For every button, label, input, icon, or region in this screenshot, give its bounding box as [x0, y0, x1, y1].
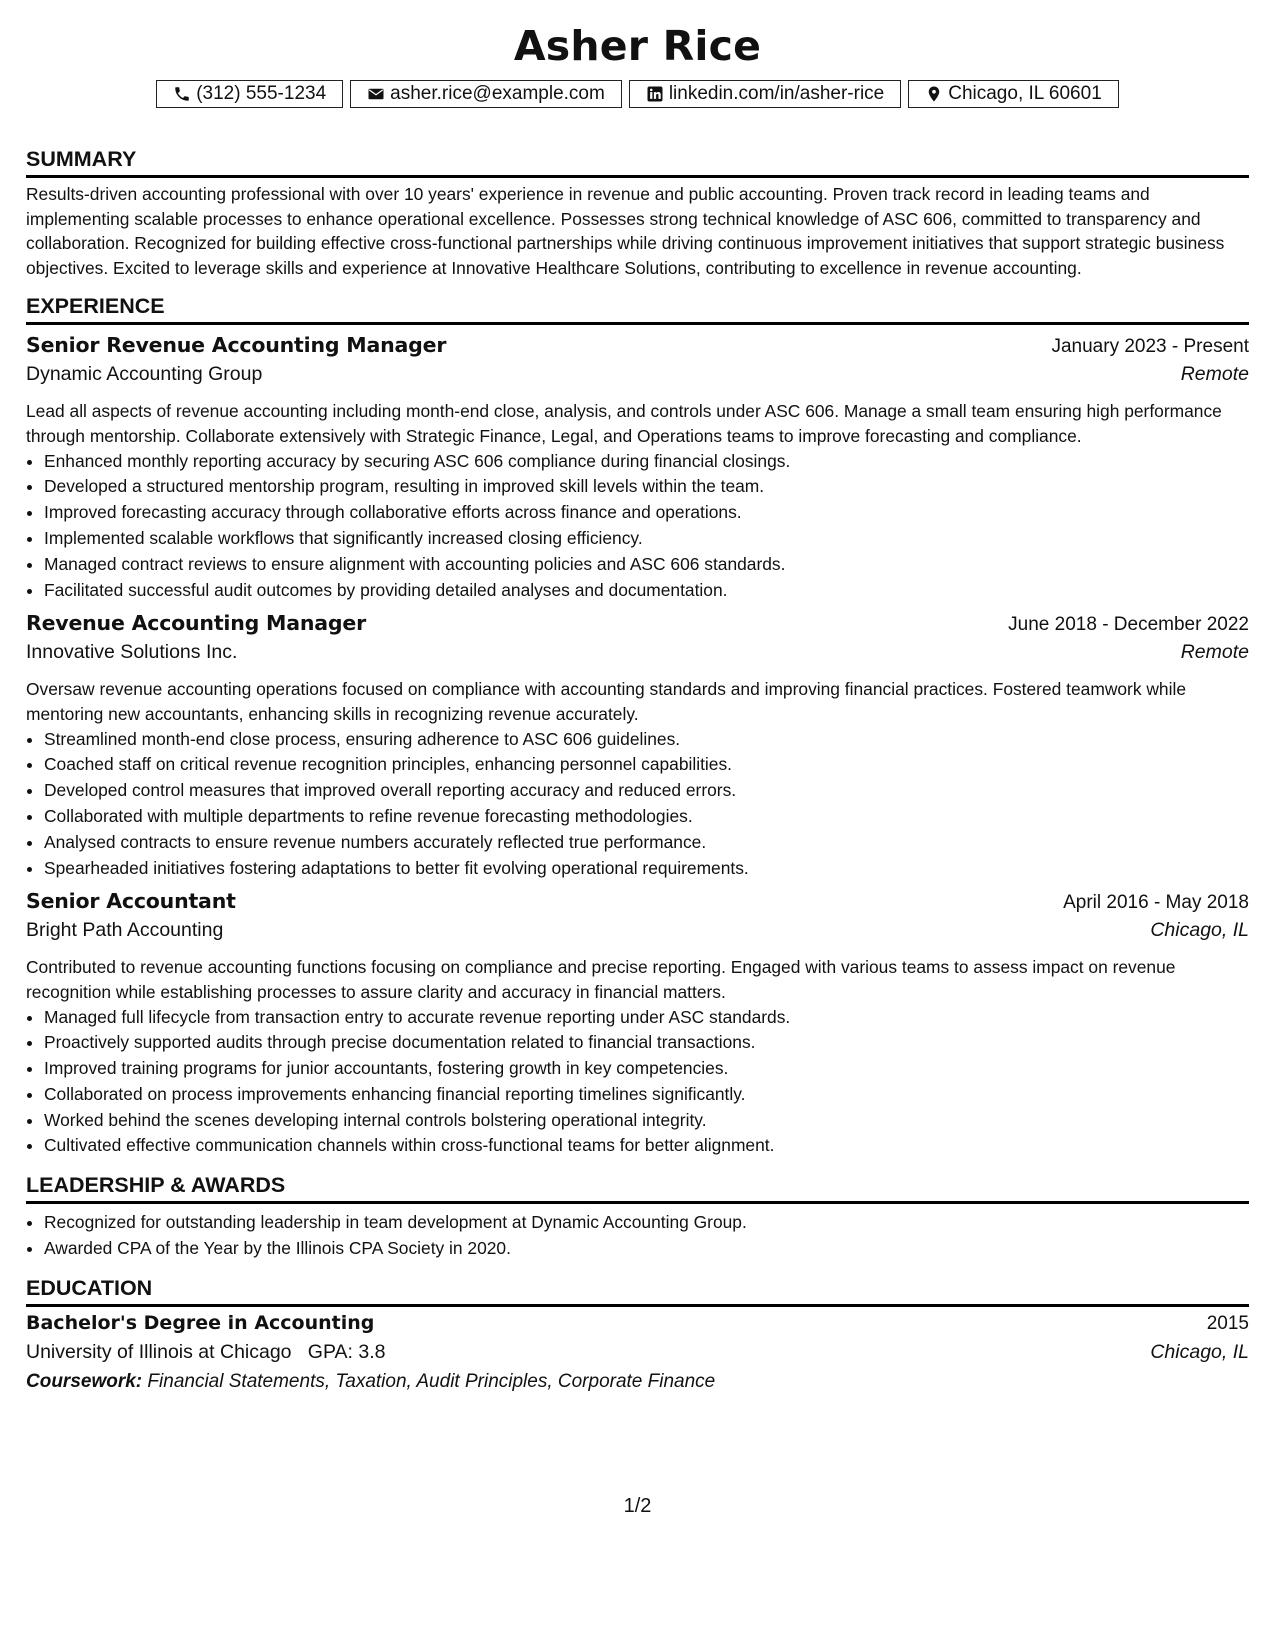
job-dates: January 2023 - Present	[1051, 336, 1249, 358]
experience-section	[26, 294, 1249, 1159]
edu-coursework	[26, 1371, 1249, 1393]
page-number: 1/2	[623, 1495, 652, 1517]
list-item: • Proactively supported audits through precise documentation related to financial transactions.	[44, 1030, 1249, 1056]
edu-location: Chicago, IL	[1150, 1340, 1249, 1363]
job-entry	[26, 889, 1249, 1159]
contact-linkedin[interactable]	[629, 80, 901, 108]
edu-gpa: GPA: 3.8	[307, 1340, 386, 1363]
job-bullets	[26, 727, 1249, 882]
job-dates: April 2016 - May 2018	[1063, 892, 1249, 914]
phone-text: (312) 555-1234	[196, 83, 327, 104]
job-location: Remote	[1180, 641, 1249, 664]
summary-section	[26, 147, 1249, 280]
job-title: Senior Revenue Accounting Manager	[26, 333, 447, 358]
job-company: Bright Path Accounting	[26, 919, 224, 942]
summary-heading: SUMMARY	[26, 147, 1249, 178]
contact-location[interactable]	[908, 80, 1119, 108]
list-item: • Developed control measures that improved overall reporting accuracy and reduced errors.	[44, 778, 1249, 804]
job-company: Dynamic Accounting Group	[26, 363, 263, 386]
coursework-list: Financial Statements, Taxation, Audit Principles, Corporate Finance	[147, 1370, 716, 1392]
list-item: • Recognized for outstanding leadership in team development at Dynamic Accounting Group.	[44, 1210, 1249, 1236]
list-item: • Facilitated successful audit outcomes by providing detailed analyses and documentation.	[44, 578, 1249, 604]
linkedin-icon	[646, 85, 664, 103]
leadership-section	[26, 1173, 1249, 1262]
list-item: • Spearheaded initiatives fostering adaptations to better fit evolving operational requirements.	[44, 856, 1249, 882]
edu-school: University of Illinois at Chicago	[26, 1340, 292, 1363]
contact-phone[interactable]	[156, 80, 343, 108]
coursework-label: Coursework:	[26, 1370, 143, 1392]
job-location: Remote	[1180, 363, 1249, 386]
linkedin-text: linkedin.com/in/asher-rice	[668, 83, 885, 104]
summary-text: Results-driven accounting professional with over 10 years' experience in revenue and public accounting. Proven track record in leading teams and implementing scalable processes to enhance operational excellence. Possesses strong technical knowledge of ASC 606, committed to transparency and collaboration. Recognized for building effective cross-functional partnerships while driving continuous improvement initiatives that support strategic business objectives. Excited to leverage skills and experience at Innovative Healthcare Solutions, contributing to excellence in revenue accounting.	[26, 184, 1225, 278]
candidate-name: Asher Rice	[513, 22, 762, 70]
job-entry	[26, 611, 1249, 881]
list-item: • Improved forecasting accuracy through collaborative efforts across finance and operations.	[44, 500, 1249, 526]
list-item: • Enhanced monthly reporting accuracy by securing ASC 606 compliance during financial closings.	[44, 449, 1249, 475]
education-section	[26, 1276, 1249, 1393]
job-bullets	[26, 449, 1249, 604]
list-item: • Awarded CPA of the Year by the Illinois CPA Society in 2020.	[44, 1236, 1249, 1262]
job-company: Innovative Solutions Inc.	[26, 641, 238, 664]
envelope-icon	[367, 85, 385, 103]
edu-degree: Bachelor's Degree in Accounting	[26, 1311, 375, 1334]
list-item: • Developed a structured mentorship program, resulting in improved skill levels within the team.	[44, 474, 1249, 500]
list-item: • Improved training programs for junior accountants, fostering growth in key competencies.	[44, 1056, 1249, 1082]
list-item: • Cultivated effective communication channels within cross-functional teams for better alignment.	[44, 1133, 1249, 1159]
list-item: • Implemented scalable workflows that significantly increased closing efficiency.	[44, 526, 1249, 552]
list-item: • Managed full lifecycle from transaction entry to accurate revenue reporting under ASC standards.	[44, 1005, 1249, 1031]
leadership-bullets	[26, 1210, 1249, 1262]
list-item: • Streamlined month-end close process, ensuring adherence to ASC 606 guidelines.	[44, 727, 1249, 753]
list-item: • Managed contract reviews to ensure alignment with accounting policies and ASC 606 standards.	[44, 552, 1249, 578]
edu-school-line	[26, 1341, 385, 1364]
job-description: Lead all aspects of revenue accounting including month-end close, analysis, and controls under ASC 606. Manage a small team ensuring high performance through mentorship. Collaborate extensively with Strategic Finance, Legal, and Operations teams to improve forecasting and compliance.	[26, 401, 1222, 446]
job-location: Chicago, IL	[1150, 919, 1249, 942]
list-item: • Collaborated on process improvements enhancing financial reporting timelines significantly.	[44, 1082, 1249, 1108]
job-description: Oversaw revenue accounting operations focused on compliance with accounting standards and improving financial practices. Fostered teamwork while mentoring new accountants, enhancing skills in recognizing revenue accurately.	[26, 679, 1186, 724]
list-item: • Analysed contracts to ensure revenue numbers accurately reflected true performance.	[44, 830, 1249, 856]
phone-icon	[173, 85, 191, 103]
location-text: Chicago, IL 60601	[948, 83, 1102, 104]
edu-year: 2015	[1206, 1312, 1249, 1334]
contact-email[interactable]	[350, 80, 622, 108]
job-description: Contributed to revenue accounting functions focusing on compliance and precise reporting. Engaged with various teams to assess impact on revenue recognition while establishing processes to assure clarity and accuracy in financial matters.	[26, 957, 1176, 1002]
email-text: asher.rice@example.com	[390, 83, 605, 104]
list-item: • Coached staff on critical revenue recognition principles, enhancing personnel capabilities.	[44, 752, 1249, 778]
list-item: • Worked behind the scenes developing internal controls bolstering operational integrity.	[44, 1108, 1249, 1134]
resume-content	[26, 147, 1249, 1393]
experience-heading: EXPERIENCE	[26, 294, 1249, 325]
list-item: • Collaborated with multiple departments to refine revenue forecasting methodologies.	[44, 804, 1249, 830]
job-entry	[26, 333, 1249, 603]
job-title: Senior Accountant	[26, 889, 236, 914]
job-title: Revenue Accounting Manager	[26, 611, 367, 636]
map-marker-icon	[925, 85, 943, 103]
job-bullets	[26, 1005, 1249, 1160]
leadership-heading: LEADERSHIP & AWARDS	[26, 1173, 1249, 1204]
contact-bar	[0, 80, 1275, 108]
education-heading: EDUCATION	[26, 1276, 1249, 1307]
job-dates: June 2018 - December 2022	[1008, 614, 1249, 636]
